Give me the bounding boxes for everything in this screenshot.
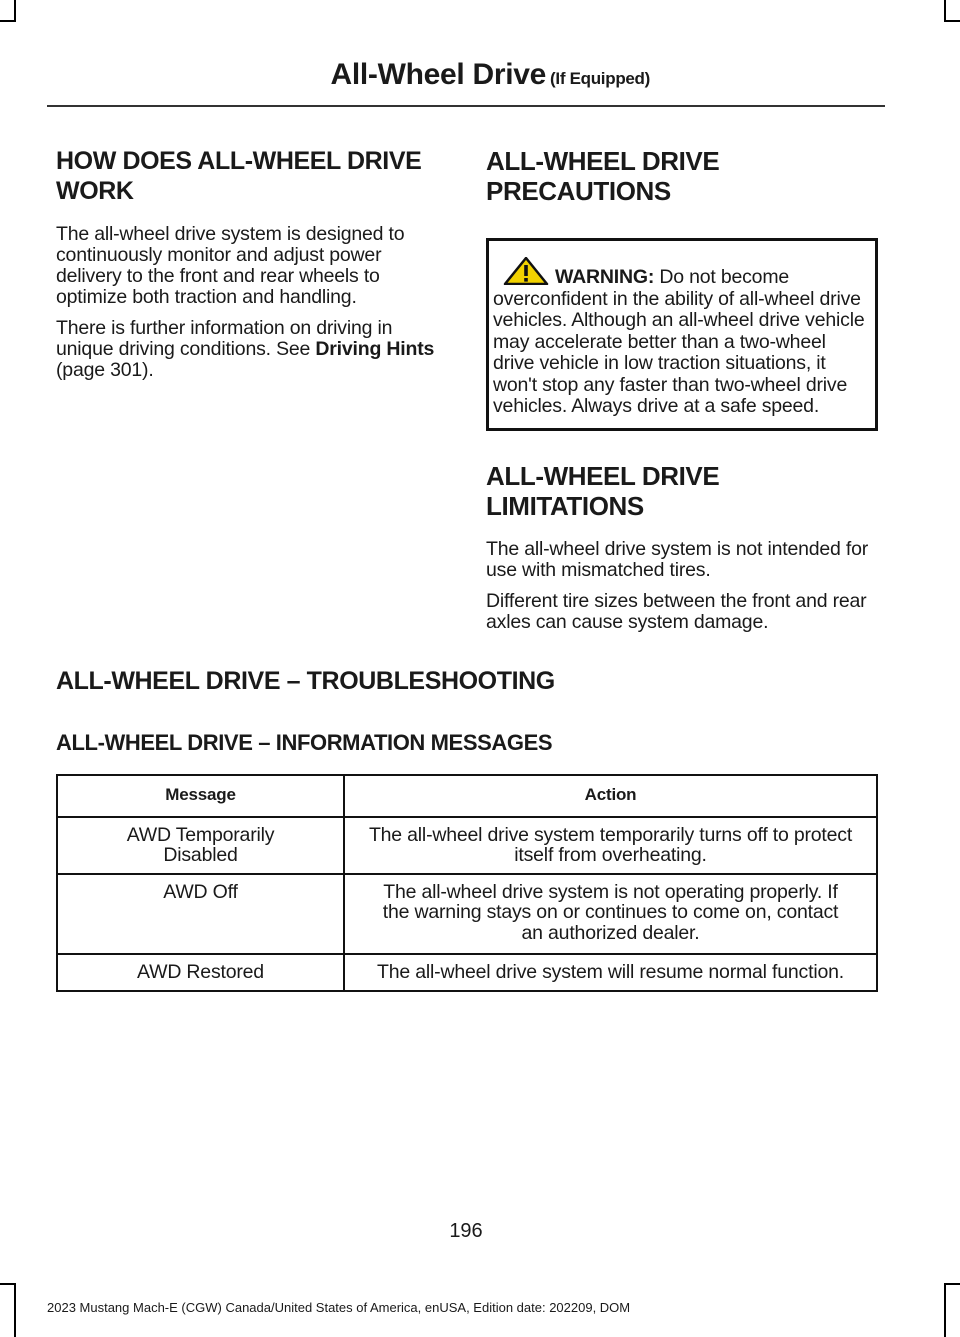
paragraph-driving-hints [56, 318, 446, 381]
warning-triangle-icon [503, 257, 549, 285]
heading-line: WORK [56, 177, 134, 205]
action-cell: The all-wheel drive system will resume normal function. [344, 954, 877, 991]
driving-hints-link[interactable]: Driving Hints [315, 338, 435, 360]
column-header-message: Message [57, 775, 344, 817]
header-title: All-Wheel Drive [330, 58, 547, 91]
crop-mark [0, 20, 16, 22]
crop-mark [944, 20, 960, 22]
right-column [486, 146, 878, 643]
heading-line: ALL-WHEEL DRIVE [486, 460, 720, 491]
table-header-row [57, 775, 877, 817]
crop-mark [944, 1283, 960, 1285]
crop-mark [0, 1283, 16, 1285]
table-row [57, 817, 877, 874]
section-heading-precautions [486, 146, 878, 206]
table-row [57, 954, 877, 991]
messages-table-wrapper [56, 774, 878, 992]
action-cell: The all-wheel drive system temporarily turns off to protect itself from overheating. [344, 817, 877, 874]
warning-text: Do not become overconfident in the ability of all-wheel drive vehicles. Although an all-wheel drive vehicle may accelerate better than a two-wheel drive vehicle in low traction situations, it won't stop any faster than two-wheel drive vehicles. Always drive at a safe speed. [493, 266, 865, 417]
column-header-action: Action [344, 775, 877, 817]
page-header [330, 58, 650, 92]
heading-line: HOW DOES ALL-WHEEL DRIVE [56, 147, 422, 175]
paragraph-awd-system: The all-wheel drive system is designed to continuously monitor and adjust power delivery to the front and rear wheels to optimize both traction and handling. [56, 223, 405, 308]
heading-line: LIMITATIONS [486, 490, 644, 521]
paragraph-text: There is further information on driving in unique driving conditions. See [56, 317, 393, 360]
heading-line: ALL-WHEEL DRIVE [486, 146, 720, 176]
information-messages-section [56, 728, 878, 758]
paragraph-tire-sizes: Different tire sizes between the front and rear axles can cause system damage. [486, 589, 867, 633]
section-heading-how-awd-works [56, 146, 446, 206]
warning-box [486, 238, 878, 431]
footer-edition-info: 2023 Mustang Mach-E (CGW) Canada/United States of America, enUSA, Edition date: 202209, DOM [47, 1300, 631, 1315]
header-subtitle: (If Equipped) [550, 69, 650, 88]
crop-mark [14, 1283, 16, 1337]
troubleshooting-section [56, 666, 878, 696]
warning-label: WARNING: [555, 266, 655, 288]
crop-mark [944, 1283, 946, 1337]
page-number: 196 [449, 1220, 483, 1242]
crop-mark [944, 0, 946, 22]
crop-mark [14, 0, 16, 22]
section-heading-troubleshooting: ALL-WHEEL DRIVE – TROUBLESHOOTING [56, 667, 555, 695]
message-cell: AWD Restored [57, 954, 344, 991]
left-column [56, 146, 446, 391]
header-divider [47, 105, 885, 107]
messages-table [56, 774, 878, 992]
table-row [57, 874, 877, 955]
section-heading-limitations [486, 461, 878, 521]
message-cell: AWD Temporarily Disabled [57, 817, 344, 874]
message-cell: AWD Off [57, 874, 344, 955]
heading-line: PRECAUTIONS [486, 176, 671, 206]
section-heading-information-messages: ALL-WHEEL DRIVE – INFORMATION MESSAGES [56, 730, 553, 755]
action-cell: The all-wheel drive system is not operating properly. If the warning stays on or continues to come on, contact an authorized dealer. [344, 874, 877, 955]
paragraph-mismatched-tires: The all-wheel drive system is not intended for use with mismatched tires. [486, 537, 869, 581]
paragraph-text: (page 301). [56, 359, 154, 381]
